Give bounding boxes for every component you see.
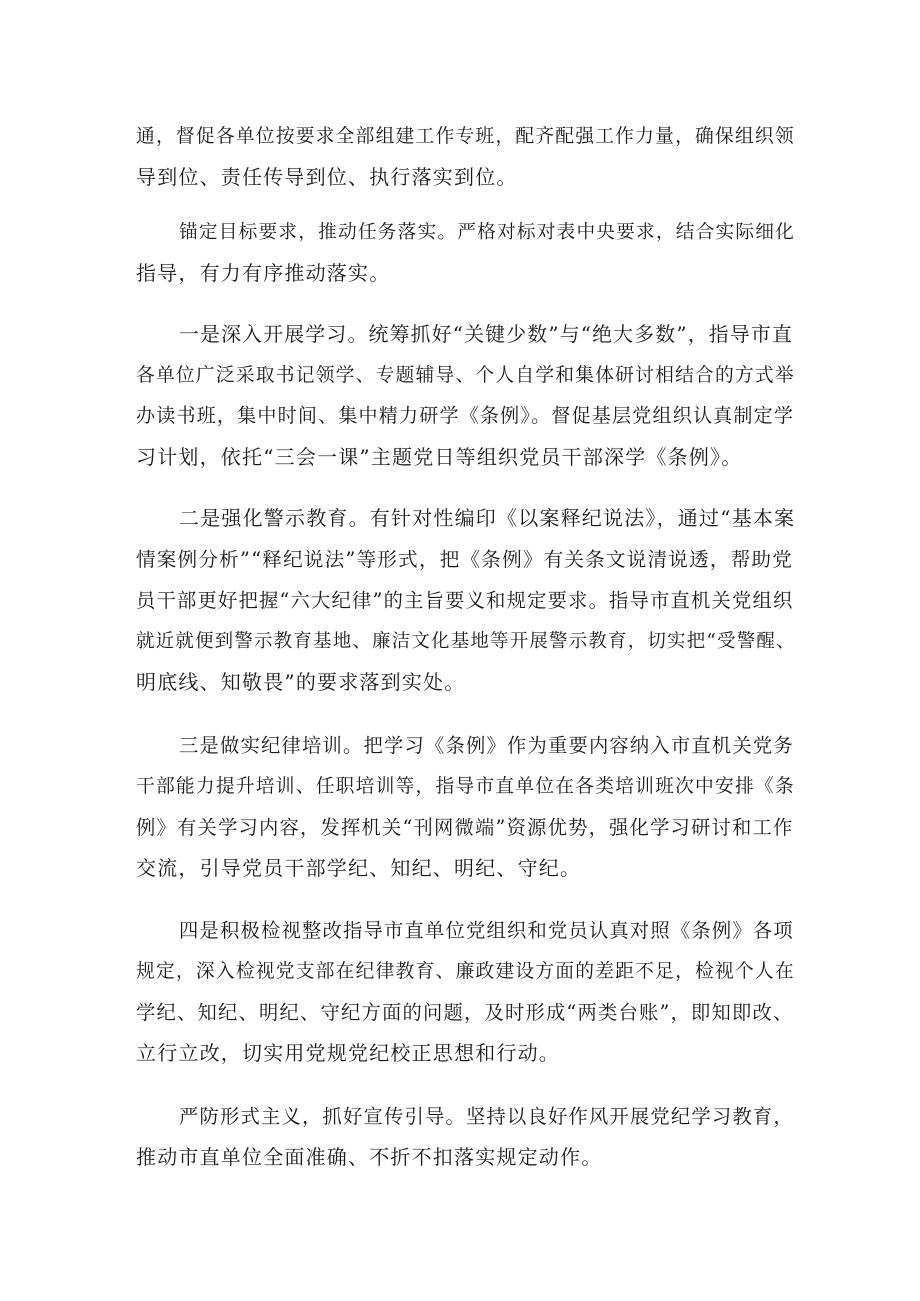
text-line: 推动市直单位全面准确、不折不扣落实规定动作。	[136, 1145, 603, 1169]
paragraph-continued	[136, 116, 796, 198]
text-line: 情案例分析”“释纪说法”等形式，把《条例》有关条文说清说透，帮助党	[136, 548, 793, 571]
text-line: 规定，深入检视党支部在纪律教育、廉政建设方面的差距不足，检视个人在	[136, 961, 795, 982]
text-line: 指导，有力有序推动落实。	[136, 261, 391, 285]
paragraph-study	[136, 314, 796, 478]
paragraph-discipline-training	[136, 725, 796, 889]
text-line: 明底线、知敬畏”的要求落到实处。	[136, 670, 466, 694]
text-line: 交流，引导党员干部学纪、知纪、明纪、守纪。	[136, 856, 582, 880]
text-line: 就近就便到警示教育基地、廉洁文化基地等开展警示教育，切实把“受警醒、	[136, 631, 796, 652]
text-line: 各单位广泛采取书记领学、专题辅导、个人自学和集体研讨相结合的方式举	[136, 365, 795, 386]
text-line: 导到位、责任传导到位、执行落实到位。	[136, 165, 518, 189]
text-line: 办读书班，集中时间、集中精力研学《条例》。督促基层党组织认真制定学	[136, 405, 795, 427]
text-line: 一是深入开展学习。统筹抓好“关键少数”与“绝大多数”，指导市直	[179, 323, 794, 346]
paragraph-target-requirements	[136, 212, 796, 294]
paragraph-formalism	[136, 1096, 796, 1178]
text-line: 二是强化警示教育。有针对性编印《以案释纪说法》，通过“基本案	[179, 506, 796, 530]
text-line: 通，督促各单位按要求全部组建工作专班，配齐配强工作力量，确保组织领	[136, 126, 795, 147]
text-line: 例》有关学习内容，发挥机关“刊网微端”资源优势，强化学习研讨和工作	[136, 816, 794, 839]
paragraph-warning-education	[136, 498, 796, 703]
text-line: 干部能力提升培训、任职培训等，指导市直单位在各类培训班次中安排《条	[136, 776, 795, 797]
text-line: 立行立改，切实用党规党纪校正思想和行动。	[136, 1041, 560, 1065]
text-line: 三是做实纪律培训。把学习《条例》作为重要内容纳入市直机关党务	[179, 734, 794, 757]
text-line: 学纪、知纪、明纪、守纪方面的问题，及时形成“两类台账”，即知即改、	[136, 1001, 794, 1024]
text-line: 习计划，依托“三会一课”主题党日等组织党员干部深学《条例》。	[136, 445, 743, 469]
text-line: 严防形式主义，抓好宣传引导。坚持以良好作风开展党纪学习教育，	[179, 1105, 794, 1128]
paragraph-rectification	[136, 910, 796, 1074]
text-line: 四是积极检视整改指导市直单位党组织和党员认真对照《条例》各项	[179, 919, 794, 942]
text-line: 锚定目标要求，推动任务落实。严格对标对表中央要求，结合实际细化	[179, 222, 796, 243]
text-line: 员干部更好把握“六大纪律”的主旨要义和规定要求。指导市直机关党组织	[136, 589, 794, 612]
